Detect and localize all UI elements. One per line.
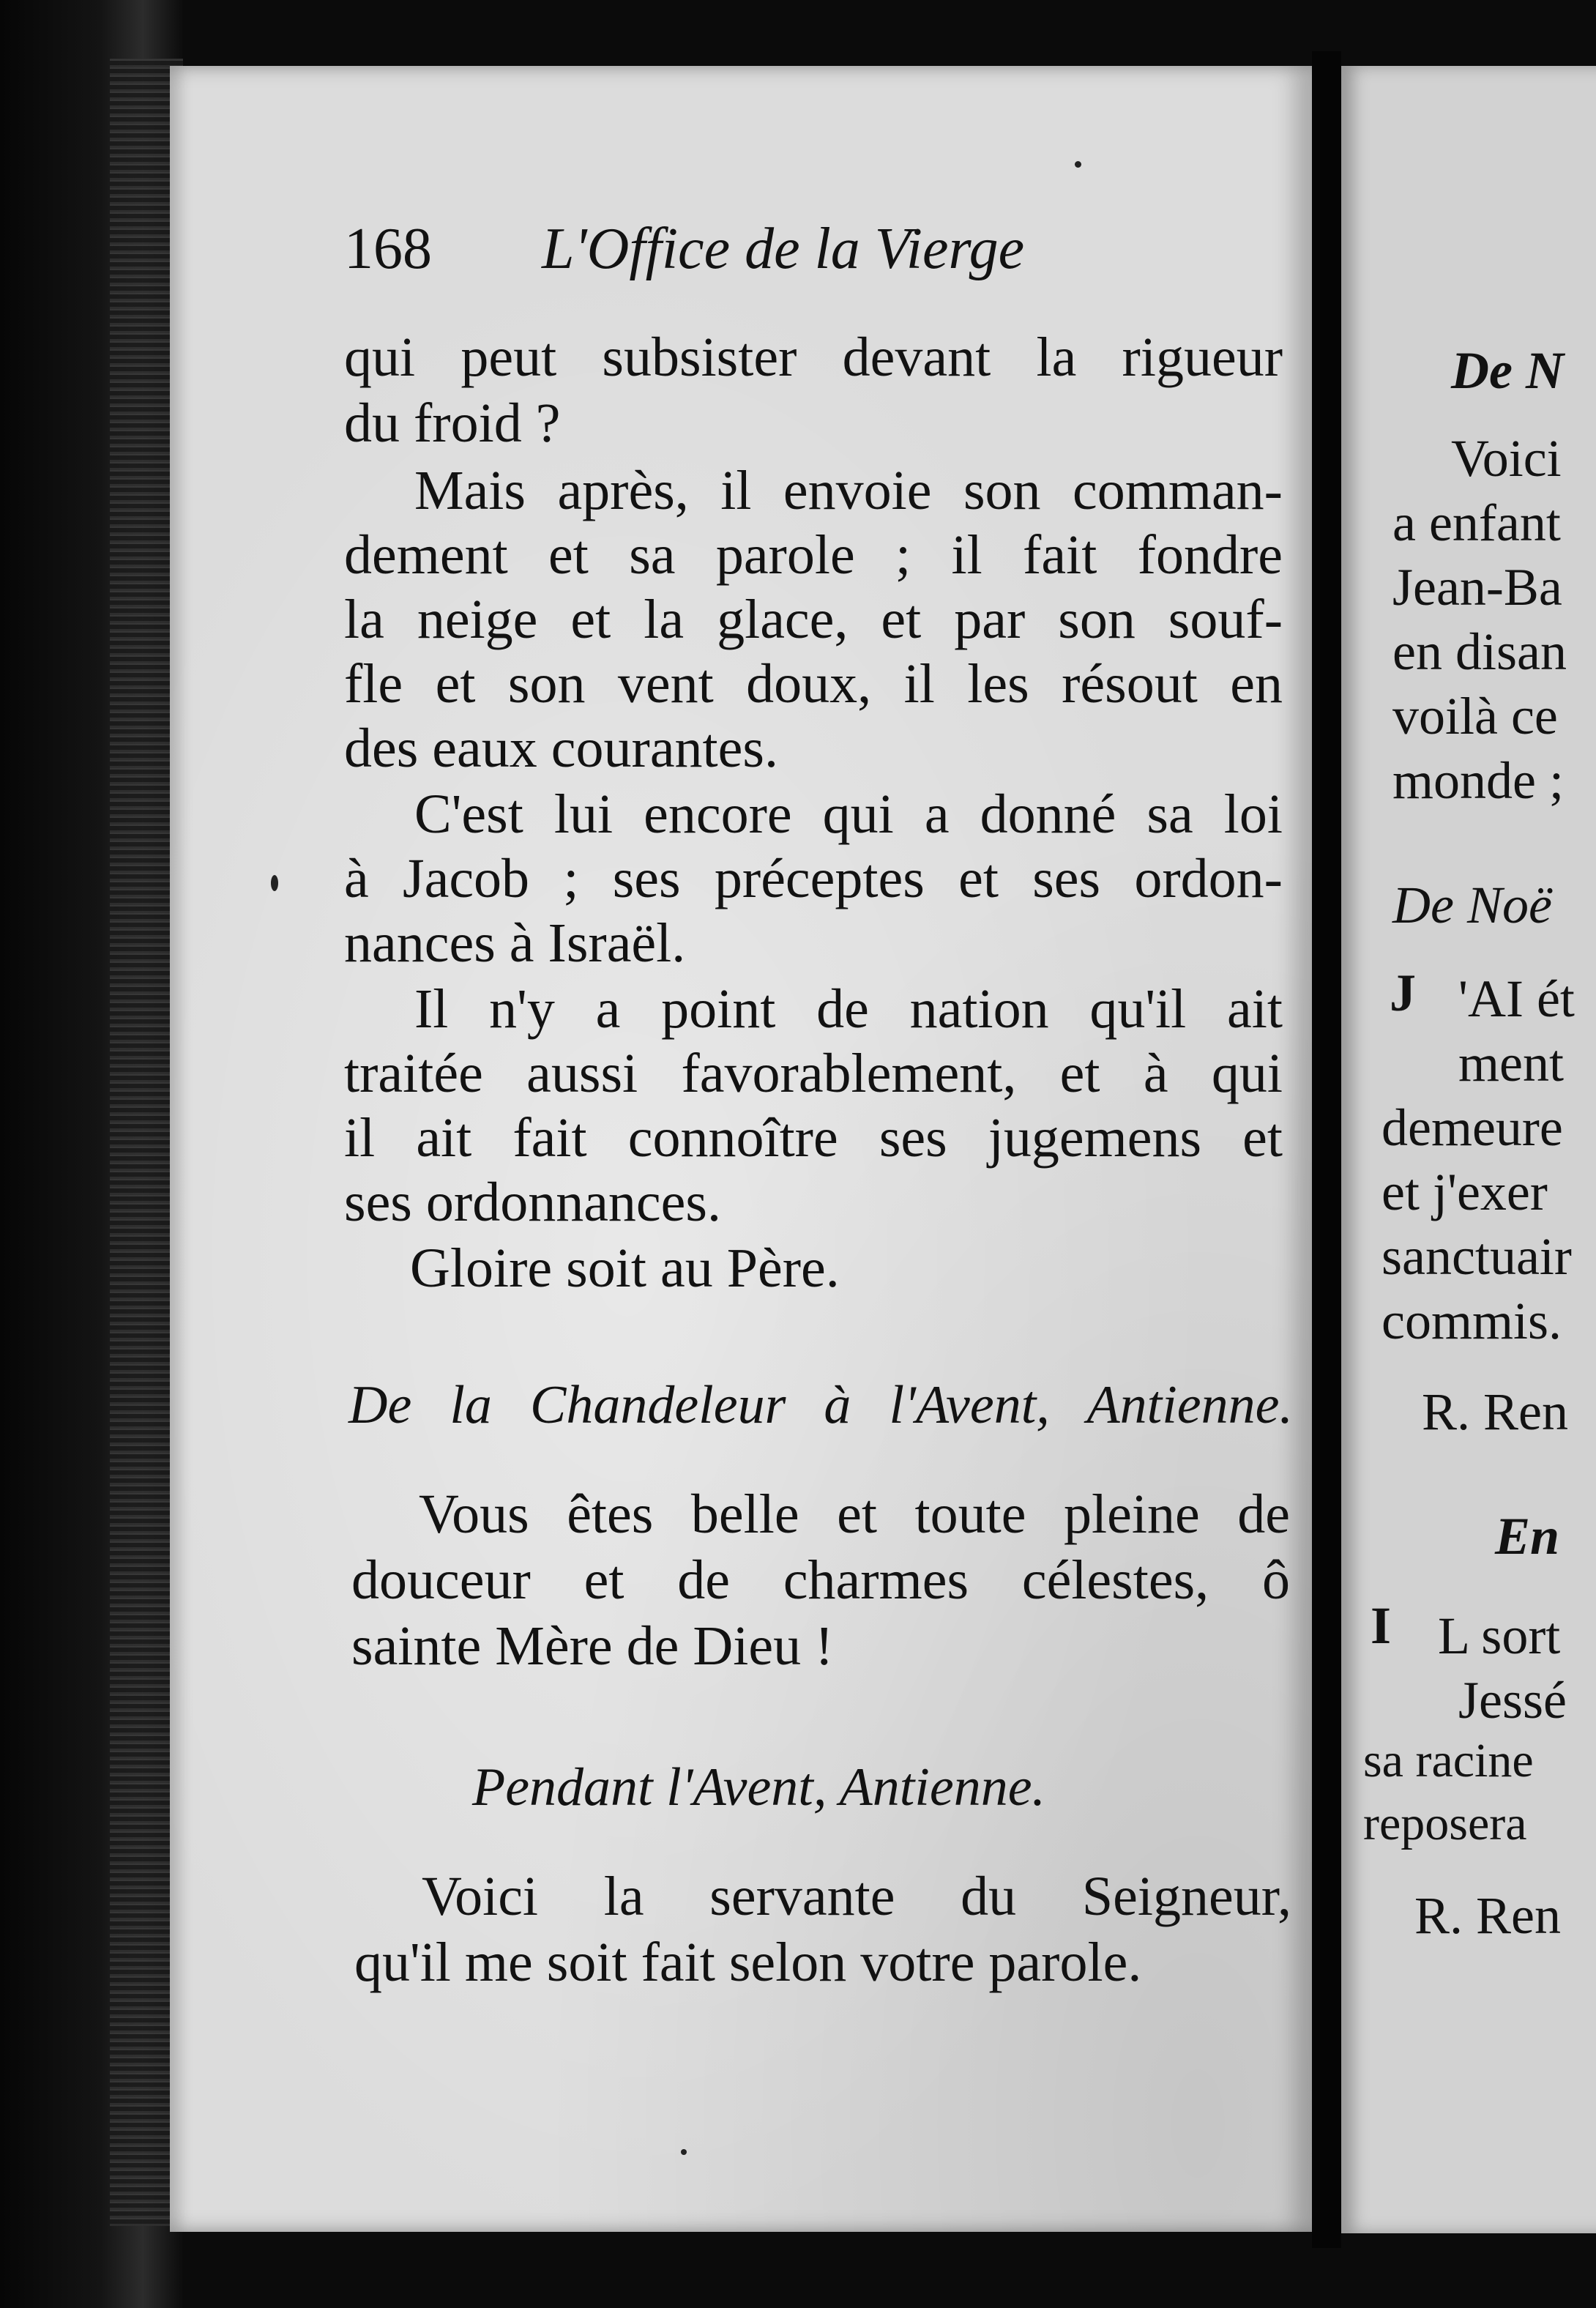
text-line: Gloire soit au Père. — [410, 1237, 840, 1299]
rubric-heading: Pendant l'Avent, Antienne. — [472, 1757, 1046, 1817]
response-line: R. Ren — [1414, 1886, 1562, 1945]
antiphon-line: Vous êtes belle et toute pleine de — [419, 1484, 1290, 1545]
right-text-line: Jean-Ba — [1392, 558, 1562, 617]
right-page — [1341, 66, 1596, 2233]
right-text-line: Voici — [1451, 429, 1562, 488]
right-text-line: Jessé — [1458, 1671, 1567, 1730]
right-text-line: ment — [1458, 1034, 1564, 1092]
response-line: R. Ren — [1422, 1382, 1569, 1441]
right-text-line: sa racine — [1363, 1734, 1534, 1787]
scanner-edge — [0, 0, 183, 2308]
text-line: des eaux courantes. — [344, 718, 778, 779]
right-text-line: a enfant — [1392, 494, 1561, 552]
antiphon-line: qu'il me soit fait selon votre parole. — [354, 1932, 1142, 1993]
text-line: Mais après, il envoie son comman- — [414, 460, 1283, 521]
text-line: fle et son vent doux, il les résout en — [344, 653, 1283, 715]
running-title: L'Office de la Vierge — [542, 217, 1025, 281]
text-line: du froid ? — [344, 392, 561, 454]
antiphon-line: Voici la servante du Seigneur, — [422, 1866, 1291, 1927]
text-line: qui peut subsister devant la rigueur — [344, 327, 1283, 388]
text-line: ses ordonnances. — [344, 1172, 721, 1233]
text-line: traitée aussi favorablement, et à qui — [344, 1043, 1283, 1104]
right-text-line: L sort — [1438, 1607, 1561, 1665]
text-line: dement et sa parole ; il fait fondre — [344, 524, 1283, 586]
rubric-heading: De la Chandeleur à l'Avent, Antienne. — [348, 1375, 1293, 1435]
antiphon-line: douceur et de charmes célestes, ô — [351, 1549, 1290, 1611]
text-line: Il n'y a point de nation qu'il ait — [414, 978, 1283, 1040]
scan-speck — [271, 875, 278, 891]
right-text-line: voilà ce — [1392, 687, 1558, 745]
running-head — [344, 217, 1025, 281]
right-heading: En — [1495, 1507, 1560, 1566]
right-heading: De N — [1451, 341, 1564, 400]
right-text-line: et j'exer — [1381, 1163, 1548, 1221]
drop-cap: J — [1390, 964, 1416, 1022]
page-number: 168 — [344, 217, 432, 281]
text-line: nances à Israël. — [344, 912, 686, 974]
text-line: à Jacob ; ses préceptes et ses ordon- — [344, 848, 1283, 909]
scan-speck — [681, 2149, 687, 2155]
text-line: C'est lui encore qui a donné sa loi — [414, 783, 1283, 845]
right-text-line: 'AI ét — [1458, 969, 1575, 1028]
right-text-line: reposera — [1363, 1797, 1527, 1850]
text-line: il ait fait connoître ses jugemens et — [344, 1107, 1283, 1169]
book-gutter — [1312, 51, 1341, 2248]
right-rubric: De Noë — [1392, 876, 1552, 934]
right-text-line: en disan — [1392, 622, 1567, 681]
right-text-line: commis. — [1381, 1292, 1562, 1350]
scan-speck — [1075, 161, 1081, 168]
text-line: la neige et la glace, et par son souf- — [344, 589, 1283, 650]
right-text-line: sanctuair — [1381, 1227, 1572, 1286]
antiphon-line: sainte Mère de Dieu ! — [351, 1615, 834, 1677]
right-text-line: monde ; — [1392, 751, 1564, 810]
drop-cap: I — [1371, 1596, 1392, 1655]
right-text-line: demeure — [1381, 1098, 1563, 1157]
